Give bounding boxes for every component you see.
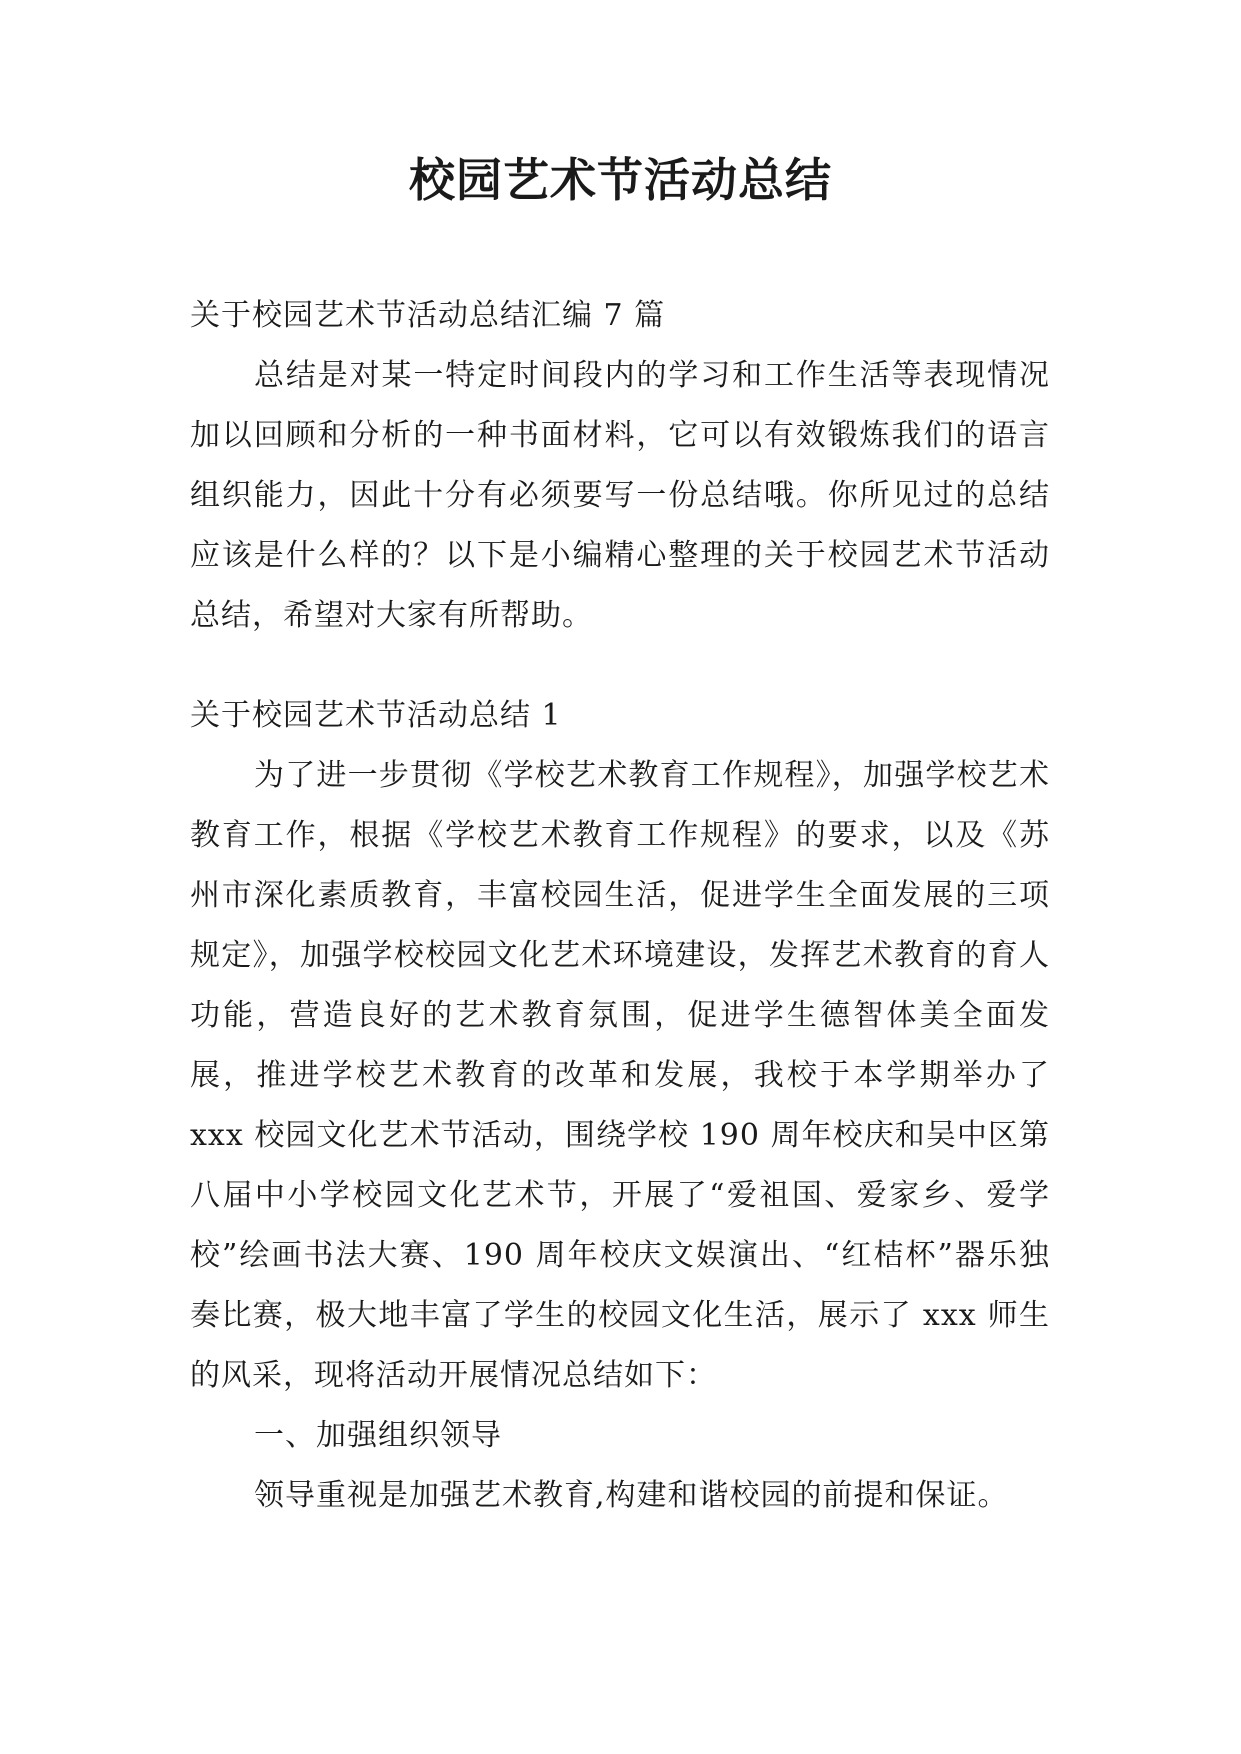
intro-paragraph: 总结是对某一特定时间段内的学习和工作生活等表现情况加以回顾和分析的一种书面材料，它可以有效锻炼我们的语言组织能力，因此十分有必须要写一份总结哦。你所见过的总结应该是什么样的？以下是小编精心整理的关于校园艺术节活动总结，希望对大家有所帮助。 — [190, 358, 1050, 633]
subsection-paragraph: 领导重视是加强艺术教育,构建和谐校园的前提和保证。 — [254, 1478, 1009, 1513]
document-body — [190, 286, 1050, 1526]
subsection-heading: 一、加强组织领导 — [254, 1418, 502, 1453]
section-heading: 关于校园艺术节活动总结 1 — [190, 698, 562, 733]
document-title: 校园艺术节活动总结 — [409, 153, 832, 207]
section-paragraph: 为了进一步贯彻《学校艺术教育工作规程》，加强学校艺术教育工作，根据《学校艺术教育工作规程》的要求，以及《苏州市深化素质教育，丰富校园生活，促进学生全面发展的三项规定》，加强学校校园文化艺术环境建设，发挥艺术教育的育人功能，营造良好的艺术教育氛围，促进学生德智体美全面发展，推进学校艺术教育的改革和发展，我校于本学期举办了 xxx 校园文化艺术节活动，围绕学校 190 周年校庆和吴中区第八届中小学校园文化艺术节，开展了“爱祖国、爱家乡、爱学校”绘画书法大赛、190 周年校庆文娱演出、“红桔杯”器乐独奏比赛，极大地丰富了学生的校园文化生活，展示了 xxx 师生的风采，现将活动开展情况总结如下： — [190, 758, 1050, 1393]
collection-subtitle: 关于校园艺术节活动总结汇编 7 篇 — [190, 298, 666, 333]
section-spacer — [190, 646, 1050, 686]
